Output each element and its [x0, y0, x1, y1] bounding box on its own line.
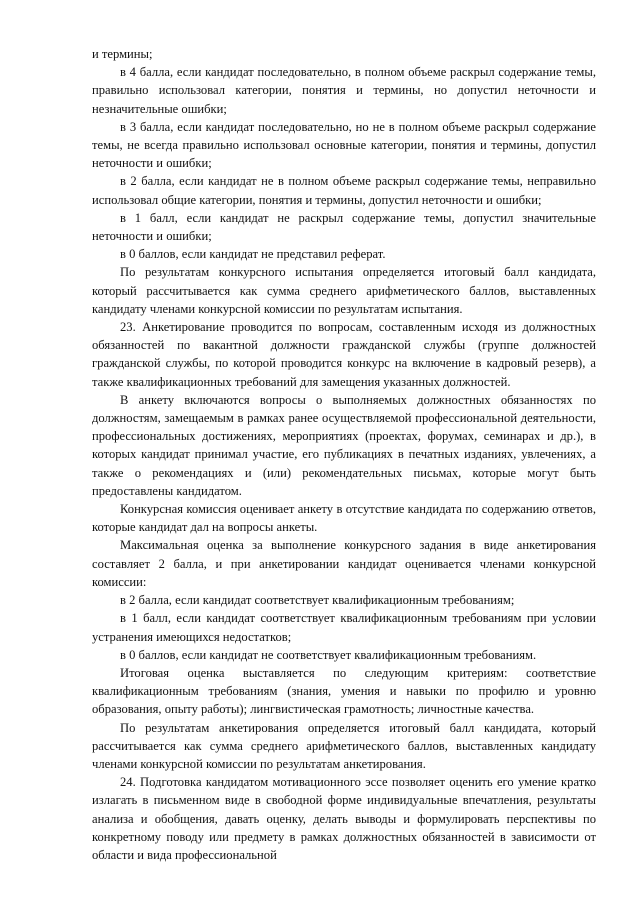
paragraph-questionnaire-content: В анкету включаются вопросы о выполняемых должностных обязанностях по должностям, замещаемым в рамках ранее осуществляемой профессиональной деятельности, профессиональных достижениях, мероприятиях (проектах, форумах, семинарах и др.), в которых кандидат принимал участие, его публикациях в печатных изданиях, увлечениях, а также о рекомендациях и (или) рекомендательных письмах, которые могут быть предоставлены кандидатом. — [92, 392, 596, 498]
paragraph-score-2: в 2 балла, если кандидат не в полном объеме раскрыл содержание темы, неправильно использовал общие категории, понятия и термины, допустил неточности и ошибки; — [92, 174, 596, 207]
paragraph-score-0: в 0 баллов, если кандидат не представил реферат. — [120, 247, 386, 262]
document-page — [92, 45, 596, 864]
paragraph-score-1: в 1 балл, если кандидат не раскрыл содержание темы, допустил значительные неточности и ошибки; — [92, 210, 596, 244]
paragraph-commission-evaluation: Конкурсная комиссия оценивает анкету в отсутствие кандидата по содержанию ответов, которые кандидат дал на вопросы анкеты. — [92, 502, 596, 535]
paragraph-q-score-2: в 2 балла, если кандидат соответствует квалификационным требованиям; — [120, 593, 515, 608]
paragraph-max-score: Максимальная оценка за выполнение конкурсного задания в виде анкетирования составляет 2 балла, и при анкетировании кандидат оценивается членами конкурсной комиссии: — [92, 538, 596, 589]
paragraph-continuation: и термины; — [92, 47, 153, 61]
paragraph-section-24: 24. Подготовка кандидатом мотивационного эссе позволяет оценить его умение кратко излагать в письменном виде в свободной форме индивидуальные впечатления, результаты анализа и обобщения, давать оценку, делать выводы и формулировать перспективы по конкретному поводу или предмету в рамках должностных обязанностей в зависимости от области и вида профессиональной — [92, 775, 596, 862]
paragraph-score-4: в 4 балла, если кандидат последовательно, в полном объеме раскрыл содержание темы, правильно использовал категории, понятия и термины, но допустил неточности и незначительные ошибки; — [92, 65, 596, 116]
paragraph-section-23: 23. Анкетирование проводится по вопросам, составленным исходя из должностных обязанностей по вакантной должности гражданской службы (группе должностей гражданской службы, по которой проводится конкурс на включение в кадровый резерв), а также квалификационных требований для замещения указанных должностей. — [92, 320, 596, 389]
paragraph-questionnaire-result: По результатам анкетирования определяется итоговый балл кандидата, который рассчитывается как сумма среднего арифметического баллов, выставленных кандидату членами конкурсной комиссии по результатам анкетирования. — [92, 720, 596, 771]
paragraph-final-score: По результатам конкурсного испытания определяется итоговый балл кандидата, который рассчитывается как сумма среднего арифметического баллов, выставленных кандидату членами конкурсной комиссии по результатам испытания. — [92, 265, 596, 316]
paragraph-score-3: в 3 балла, если кандидат последовательно, но не в полном объеме раскрыл содержание темы, не всегда правильно использовал основные категории, понятия и термины, допустил неточности и ошибки; — [92, 119, 596, 171]
paragraph-q-score-0: в 0 баллов, если кандидат не соответствует квалификационным требованиям. — [120, 647, 537, 662]
paragraph-q-score-1: в 1 балл, если кандидат соответствует квалификационным требованиям при условии устранения имеющихся недостатков; — [92, 611, 596, 644]
paragraph-criteria: Итоговая оценка выставляется по следующим критериям: соответствие квалификационным требованиям (знания, умения и навыки по профилю и уровню образования, опыту работы); лингвистическая грамотность; личностные качества. — [92, 665, 596, 717]
